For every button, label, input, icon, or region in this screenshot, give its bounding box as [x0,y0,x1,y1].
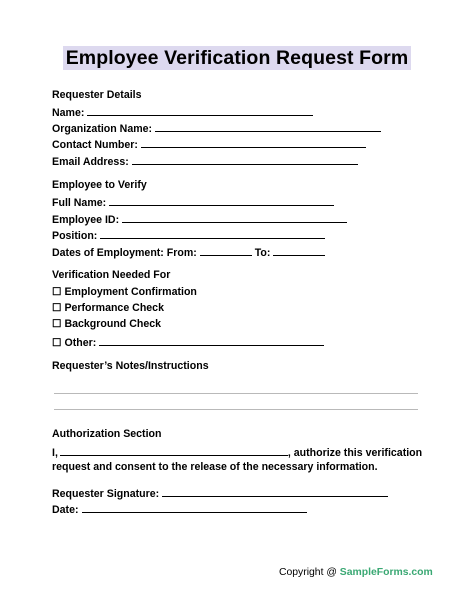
employee-id-field[interactable] [122,212,347,223]
option-background-check[interactable] [52,318,161,331]
checkbox-icon[interactable]: ☐ [52,337,62,349]
option-other[interactable] [52,335,324,350]
requester-org-field[interactable] [155,121,381,132]
title-container [0,46,474,70]
requester-contact-label: Contact Number: [52,139,138,151]
option-label: Performance Check [64,302,164,314]
employee-fullname-label: Full Name: [52,197,107,209]
date-label: Date: [52,504,79,516]
signature-field[interactable] [162,486,388,497]
requester-name-row [52,105,313,120]
employee-dates-from-label: Dates of Employment: From: [52,247,197,259]
employee-dates-row [52,245,325,260]
authorization-line-1 [52,445,422,460]
requester-org-row [52,121,381,136]
requester-email-field[interactable] [132,154,358,165]
requester-org-label: Organization Name: [52,123,153,135]
employee-id-row [52,212,347,227]
requester-email-label: Email Address: [52,156,129,168]
employee-id-label: Employee ID: [52,214,120,226]
footer-prefix: Copyright @ [279,567,340,578]
requester-name-label: Name: [52,107,85,119]
employee-position-field[interactable] [100,228,325,239]
requester-contact-row [52,137,366,152]
employee-position-row [52,228,325,243]
option-employment-confirmation[interactable] [52,286,197,299]
checkbox-icon[interactable]: ☐ [52,318,62,330]
option-performance-check[interactable] [52,302,164,315]
requester-email-row [52,154,358,169]
employee-dates-to-label: To: [254,247,271,259]
signature-label: Requester Signature: [52,488,160,500]
notes-heading: Requester’s Notes/Instructions [52,360,209,372]
date-field[interactable] [82,502,307,513]
employee-dates-from-field[interactable] [200,245,252,256]
authorization-heading: Authorization Section [52,428,162,440]
employee-fullname-field[interactable] [109,195,334,206]
requester-contact-field[interactable] [141,137,366,148]
requester-name-field[interactable] [87,105,313,116]
option-label: Background Check [64,318,161,330]
checkbox-icon[interactable]: ☐ [52,286,62,298]
requester-heading: Requester Details [52,89,142,101]
option-label: Employment Confirmation [64,286,197,298]
checkbox-icon[interactable]: ☐ [52,302,62,314]
notes-line-2[interactable] [54,409,418,410]
verification-heading: Verification Needed For [52,269,171,281]
footer-brand-link[interactable]: SampleForms.com [339,567,433,578]
employee-position-label: Position: [52,230,98,242]
authorization-name-field[interactable] [60,445,288,456]
employee-heading: Employee to Verify [52,179,147,191]
authorization-line-2: request and consent to the release of the necessary information. [52,461,378,473]
footer-copyright [279,566,433,579]
employee-fullname-row [52,195,334,210]
date-row [52,502,307,517]
notes-line-1[interactable] [54,393,418,394]
authorization-i-label: I, [52,447,58,459]
option-other-field[interactable] [99,335,324,346]
option-label: Other: [64,337,97,349]
authorization-statement-end: , authorize this verification [287,447,423,459]
page-title: Employee Verification Request Form [63,46,412,70]
employee-dates-to-field[interactable] [273,245,325,256]
signature-row [52,486,388,501]
